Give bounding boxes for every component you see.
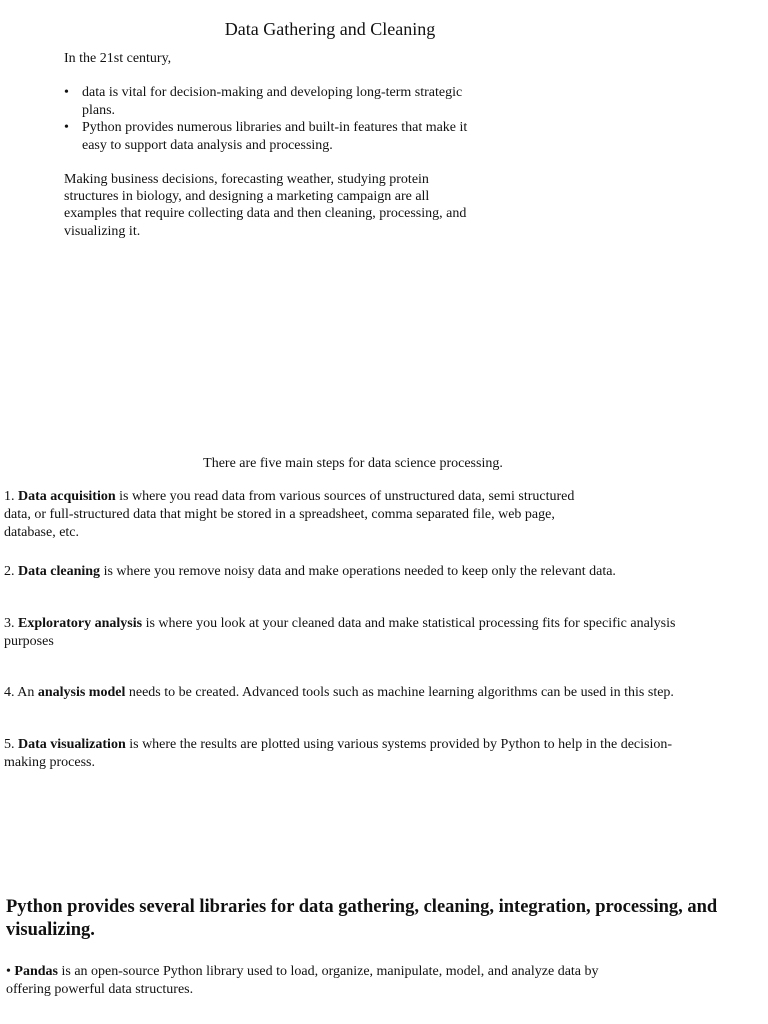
intro-bullet-list xyxy=(64,84,484,154)
libraries-heading: Python provides several libraries for data gathering, cleaning, integration, processing, and visualizing. xyxy=(6,897,718,940)
step-term: analysis model xyxy=(37,685,126,700)
step-description: is where you remove noisy data and make operations needed to keep only the relevant data. xyxy=(100,564,616,579)
step-2 xyxy=(4,563,764,581)
step-description: is where you look at your cleaned data and make statistical processing fits for specific analysis purposes xyxy=(4,616,676,649)
intro-lead: In the 21st century, xyxy=(64,51,172,66)
step-description: needs to be created. Advanced tools such as machine learning algorithms can be used in this step. xyxy=(125,685,674,700)
step-5 xyxy=(4,736,704,772)
step-4 xyxy=(4,684,764,702)
step-1 xyxy=(4,488,594,542)
page-title: Data Gathering and Cleaning xyxy=(224,19,436,39)
library-bullet: • xyxy=(6,964,15,979)
intro-bullet-text: data is vital for decision-making and developing long-term strategic plans. xyxy=(82,85,463,118)
steps-intro: There are five main steps for data science processing. xyxy=(203,456,503,471)
library-item xyxy=(6,963,646,999)
library-description: is an open-source Python library used to load, organize, manipulate, model, and analyze data by offering powerful data structures. xyxy=(6,964,599,997)
step-description: is where the results are plotted using various systems provided by Python to help in the decision-making process. xyxy=(4,737,673,770)
step-prefix: 2. xyxy=(4,564,18,579)
step-prefix: 1. xyxy=(4,489,18,504)
intro-bullet-text: Python provides numerous libraries and built-in features that make it easy to support data analysis and processing. xyxy=(82,120,468,153)
step-term: Data acquisition xyxy=(18,489,116,504)
step-term: Data cleaning xyxy=(18,564,101,579)
step-prefix: 3. xyxy=(4,616,18,631)
library-name: Pandas xyxy=(14,964,58,979)
step-3 xyxy=(4,615,714,651)
intro-paragraph: Making business decisions, forecasting weather, studying protein structures in biology, and designing a marketing campaign are all examples that require collecting data and then cleaning, processing, and visualizing it. xyxy=(64,172,467,239)
bullet-marker: • xyxy=(64,120,69,135)
step-description: is where you read data from various sources of unstructured data, semi structured data, or full-structured data that might be stored in a spreadsheet, comma separated file, web page, database, etc. xyxy=(4,489,575,540)
step-prefix: 4. An xyxy=(4,685,38,700)
bullet-marker: • xyxy=(64,85,69,100)
step-term: Data visualization xyxy=(18,737,126,752)
step-term: Exploratory analysis xyxy=(18,616,143,631)
intro-bullet-item xyxy=(64,84,484,119)
step-prefix: 5. xyxy=(4,737,18,752)
intro-bullet-item xyxy=(64,119,484,154)
